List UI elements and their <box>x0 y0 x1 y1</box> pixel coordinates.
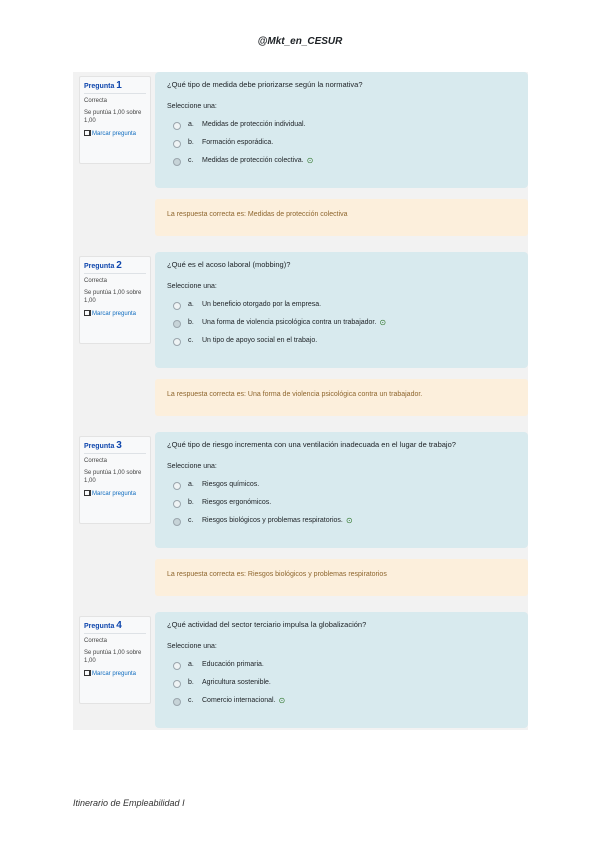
quiz-review <box>73 72 528 730</box>
radio-button-checked[interactable] <box>173 320 181 328</box>
correct-check-icon: ⊙ <box>345 516 353 525</box>
flag-question-link[interactable]: Marcar pregunta <box>84 670 146 678</box>
answer-option[interactable]: b. Riesgos ergonómicos. <box>167 497 516 515</box>
answer-option[interactable]: a. Riesgos químicos. <box>167 479 516 497</box>
flag-icon <box>84 670 91 676</box>
answer-option[interactable]: c. Riesgos biológicos y problemas respiratorios. ⊙ <box>167 515 516 533</box>
question-info <box>79 616 151 704</box>
question-info <box>79 436 151 524</box>
question-grade: Se puntúa 1,00 sobre 1,00 <box>84 110 142 124</box>
question-state: Correcta <box>84 278 108 284</box>
radio-button[interactable] <box>173 338 181 346</box>
radio-button[interactable] <box>173 122 181 130</box>
flag-question-link[interactable]: Marcar pregunta <box>84 310 146 318</box>
question-number: Pregunta 1 <box>84 80 146 94</box>
correct-answer-feedback: La respuesta correcta es: Medidas de protección colectiva <box>155 199 528 236</box>
answer-option[interactable]: c. Medidas de protección colectiva. ⊙ <box>167 155 516 173</box>
question-text: ¿Qué tipo de medida debe priorizarse según la normativa? <box>167 80 363 89</box>
correct-answer-feedback: La respuesta correcta es: Riesgos biológicos y problemas respiratorios <box>155 559 528 596</box>
question-text: ¿Qué tipo de riesgo incrementa con una ventilación inadecuada en el lugar de trabajo? <box>167 440 456 449</box>
answer-prompt: Seleccione una: <box>167 283 217 290</box>
question-state: Correcta <box>84 458 108 464</box>
answer-prompt: Seleccione una: <box>167 463 217 470</box>
question-info <box>79 256 151 344</box>
question-number: Pregunta 4 <box>84 620 146 634</box>
answer-option[interactable]: c. Comercio internacional. ⊙ <box>167 695 516 713</box>
answer-option[interactable]: c. Un tipo de apoyo social en el trabajo. <box>167 335 516 353</box>
question-content <box>155 252 528 368</box>
correct-check-icon: ⊙ <box>278 696 286 705</box>
question-number: Pregunta 3 <box>84 440 146 454</box>
flag-question-link[interactable]: Marcar pregunta <box>84 130 146 138</box>
answer-option[interactable]: a. Un beneficio otorgado por la empresa. <box>167 299 516 317</box>
correct-answer-feedback: La respuesta correcta es: Una forma de violencia psicológica contra un trabajador. <box>155 379 528 416</box>
answer-option[interactable]: a. Educación primaria. <box>167 659 516 677</box>
question-state: Correcta <box>84 638 108 644</box>
answer-option[interactable]: a. Medidas de protección individual. <box>167 119 516 137</box>
question-content <box>155 612 528 728</box>
question-grade: Se puntúa 1,00 sobre 1,00 <box>84 470 142 484</box>
answer-prompt: Seleccione una: <box>167 103 217 110</box>
radio-button[interactable] <box>173 140 181 148</box>
radio-button[interactable] <box>173 662 181 670</box>
question-state: Correcta <box>84 98 108 104</box>
question-text: ¿Qué actividad del sector terciario impulsa la globalización? <box>167 620 367 629</box>
radio-button[interactable] <box>173 680 181 688</box>
radio-button[interactable] <box>173 302 181 310</box>
flag-icon <box>84 130 91 136</box>
page-header: @Mkt_en_CESUR <box>257 36 343 47</box>
answer-option[interactable]: b. Agricultura sostenible. <box>167 677 516 695</box>
answer-prompt: Seleccione una: <box>167 643 217 650</box>
radio-button-checked[interactable] <box>173 518 181 526</box>
flag-icon <box>84 310 91 316</box>
answer-option[interactable]: b. Formación esporádica. <box>167 137 516 155</box>
question-grade: Se puntúa 1,00 sobre 1,00 <box>84 650 142 664</box>
radio-button-checked[interactable] <box>173 698 181 706</box>
flag-question-link[interactable]: Marcar pregunta <box>84 490 146 498</box>
page-footer: Itinerario de Empleabilidad I <box>73 798 185 808</box>
question-number: Pregunta 2 <box>84 260 146 274</box>
correct-check-icon: ⊙ <box>379 318 387 327</box>
question-grade: Se puntúa 1,00 sobre 1,00 <box>84 290 142 304</box>
answer-option[interactable]: b. Una forma de violencia psicológica contra un trabajador. ⊙ <box>167 317 516 335</box>
flag-icon <box>84 490 91 496</box>
question-content <box>155 432 528 548</box>
radio-button[interactable] <box>173 500 181 508</box>
radio-button[interactable] <box>173 482 181 490</box>
question-content <box>155 72 528 188</box>
question-text: ¿Qué es el acoso laboral (mobbing)? <box>167 260 291 269</box>
correct-check-icon: ⊙ <box>306 156 314 165</box>
question-info <box>79 76 151 164</box>
radio-button-checked[interactable] <box>173 158 181 166</box>
